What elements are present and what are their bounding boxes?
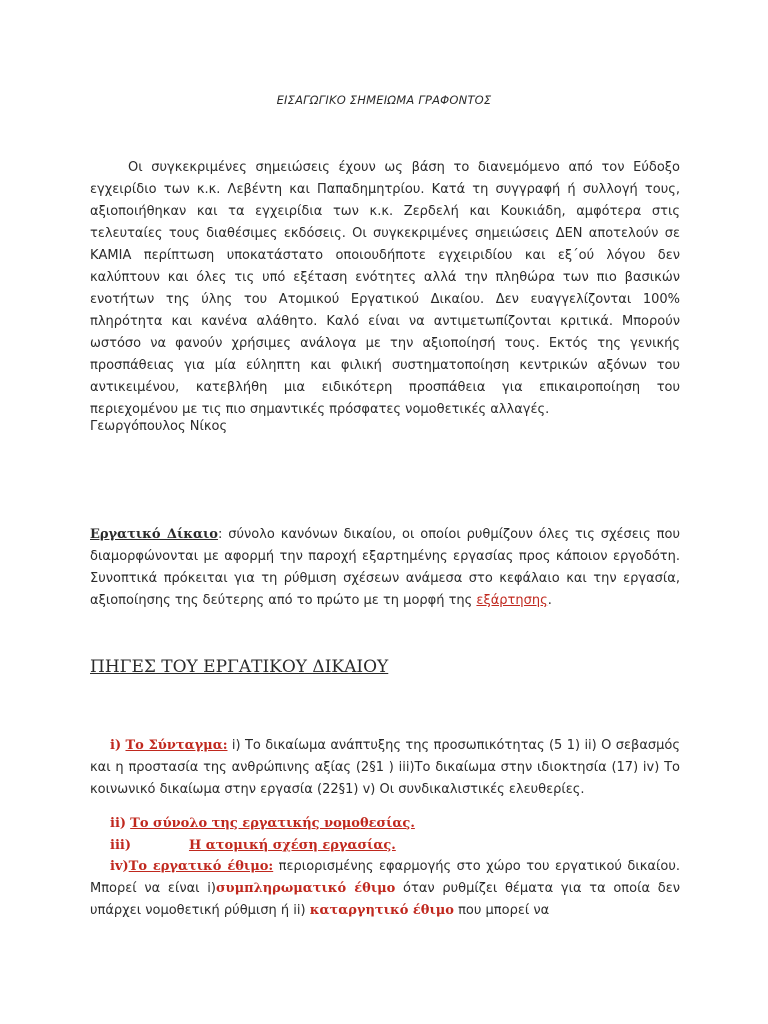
- source-label: Το εργατικό έθιμο:: [128, 859, 274, 874]
- source-item-legislation: [90, 813, 680, 835]
- document-title: ΕΙΣΑΓΩΓΙΚΟ ΣΗΜΕΙΩΜΑ ΓΡΑΦΟΝΤΟΣ: [276, 93, 492, 107]
- source-text: περιορισμένης εφαρμογής στο χώρο του εργατικού δικαίου. Μπορεί να είναι i): [90, 859, 680, 896]
- definition-paragraph: [90, 524, 680, 612]
- source-item-constitution: [90, 735, 680, 801]
- source-label: Το Σύνταγμα:: [125, 738, 228, 753]
- source-term: καταργητικό έθιμο: [309, 903, 454, 918]
- definition-text: : σύνολο κανόνων δικαίου, οι οποίοι ρυθμίζουν όλες τις σχέσεις που διαμορφώνονται με αφορμή την παροχή εξαρτημένης εργασίας προς κάποιον εργοδότη. Συνοπτικά πρόκειται για τη ρύθμιση σχέσεων ανάμεσα στο κεφάλαιο και την εργασία, αξιοποίησης της δεύτερης από το πρώτο με τη μορφή της: [90, 527, 680, 608]
- definition-highlight: εξάρτησης: [476, 593, 548, 608]
- source-number: ii): [110, 816, 127, 831]
- source-number: iii): [110, 838, 131, 853]
- source-label: Το σύνολο της εργατικής νομοθεσίας.: [130, 816, 415, 831]
- intro-paragraph: Οι συγκεκριμένες σημειώσεις έχουν ως βάση το διανεμόμενο από τον Εύδοξο εγχειρίδιο των κ.κ. Λεβέντη και Παπαδημητρίου. Κατά τη συγγραφή ή συλλογή τους, αξιοποιήθηκαν και τα εγχειρίδια των κ.κ. Ζερδελή και Κουκιάδη, αμφότερα στις τελευταίες τους διαθέσιμες εκδόσεις. Οι συγκεκριμένες σημειώσεις ΔΕΝ αποτελούν σε ΚΑΜΙΑ περίπτωση υποκατάστατο οποιουδήποτε εγχειριδίου και εξ΄ού λόγου δεν καλύπτουν και όλες τις υπό εξέταση ενότητες αλλά την πληθώρα των πιο βασικών ενοτήτων της ύλης του Ατομικού Εργατικού Δικαίου. Δεν ευαγγελίζονται 100% πληρότητα και κανένα αλάθητο. Καλό είναι να αντιμετωπίζονται κριτικά. Μπορούν ωστόσο να φανούν χρήσιμες ανάλογα με την αξιοποίησή τους. Εκτός της γενικής προσπάθειας για μία εύληπτη και φιλική συστηματοποίηση κεντρικών αξόνων του αντικειμένου, κατεβλήθη μια ειδικότερη προσπάθεια για επικαιροποίηση του περιεχομένου με τις πιο σημαντικές πρόσφατες νομοθετικές αλλαγές.: [90, 160, 680, 417]
- section-heading: ΠΗΓΕΣ ΤΟΥ ΕΡΓΑΤΙΚΟΥ ΔΙΚΑΙΟΥ: [90, 657, 389, 677]
- definition-term: Εργατικό Δίκαιο: [90, 527, 218, 542]
- source-label: Η ατομική σχέση εργασίας.: [188, 838, 396, 853]
- source-text: όταν ρυθμίζει θέματα για τα οποία δεν υπάρχει νομοθετική ρύθμιση ή ii): [90, 881, 680, 918]
- author-name: Γεωργόπουλος Νίκος: [90, 419, 228, 434]
- source-item-employment: [90, 835, 680, 857]
- source-item-custom: [90, 856, 680, 922]
- definition-end: .: [547, 593, 552, 608]
- source-number: iv): [110, 859, 129, 874]
- source-text: που μπορεί να: [453, 903, 550, 918]
- source-term: συμπληρωματικό έθιμο: [215, 881, 396, 896]
- source-text: i) Το δικαίωμα ανάπτυξης της προσωπικότητας (5 1) ii) Ο σεβασμός και η προστασία της ανθρώπινης αξίας (2§1 ) iii)Το δικαίωμα στην ιδιοκτησία (17) iv) Το κοινωνικό δικαίωμα στην εργασία (22§1) v) Οι συνδικαλιστικές ελευθερίες.: [90, 738, 680, 797]
- source-number: i): [110, 738, 122, 753]
